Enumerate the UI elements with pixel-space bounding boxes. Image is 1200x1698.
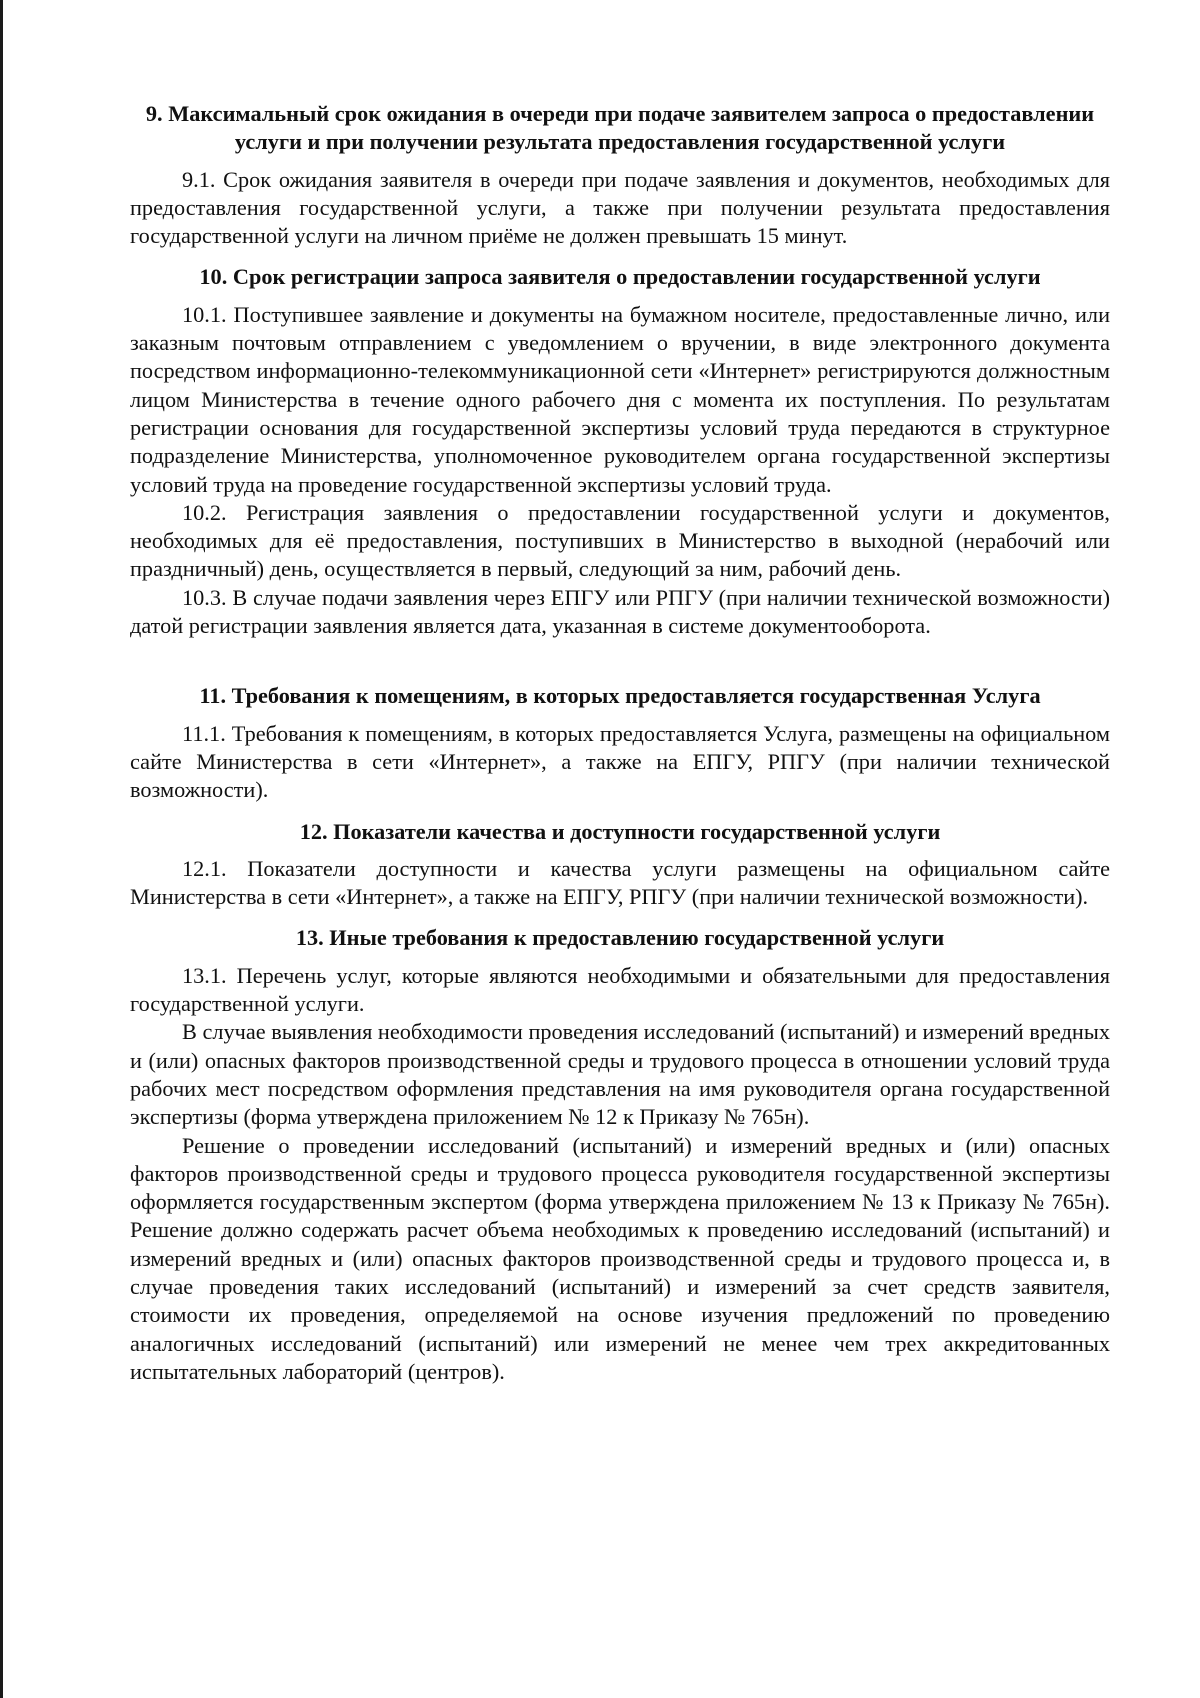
section-12-heading: 12. Показатели качества и доступности государственной услуги — [299, 818, 941, 844]
paragraph-13-1: 13.1. Перечень услуг, которые являются необходимыми и обязательными для предоставления государственной услуги. — [130, 962, 1110, 1017]
paragraph-10-3: 10.3. В случае подачи заявления через ЕПГУ или РПГУ (при наличии технической возможности) датой регистрации заявления является дата, указанная в системе документооборота. — [130, 584, 1110, 639]
paragraph-10-2: 10.2. Регистрация заявления о предоставлении государственной услуги и документов, необходимых для её предоставления, поступивших в Министерство в выходной (нерабочий или праздничный) день, осуществляется в первый, следующий за ним, рабочий день. — [130, 499, 1110, 582]
paragraph-9-1: 9.1. Срок ожидания заявителя в очереди при подаче заявления и документов, необходимых для предоставления государственной услуги, а также при получении результата предоставления государственной услуги на личном приёме не должен превышать 15 минут. — [130, 166, 1110, 249]
paragraph-12-1: 12.1. Показатели доступности и качества услуги размещены на официальном сайте Министерства в сети «Интернет», а также на ЕПГУ, РПГУ (при наличии технической возможности). — [130, 855, 1110, 910]
paragraph-11-1: 11.1. Требования к помещениям, в которых предоставляется Услуга, размещены на официальном сайте Министерства в сети «Интернет», а также на ЕПГУ, РПГУ (при наличии технической возможности). — [130, 720, 1110, 803]
section-13-heading: 13. Иные требования к предоставлению государственной услуги — [295, 925, 945, 951]
scan-edge-line — [0, 0, 3, 1698]
paragraph-13-2: В случае выявления необходимости проведения исследований (испытаний) и измерений вредных и (или) опасных факторов производственной среды и трудового процесса в отношении условий труда рабочих мест посредством оформления представления на имя руководителя органа государственной экспертизы (форма утверждена приложением № 12 к Приказу № 765н). — [130, 1019, 1110, 1130]
paragraph-10-1: 10.1. Поступившее заявление и документы на бумажном носителе, предоставленные лично, или заказным почтовым отправлением с уведомлением о вручении, в виде электронного документа посредством информационно-телекоммуникационной сети «Интернет» регистрируются должностным лицом Министерства в течение одного рабочего дня с момента их поступления. По результатам регистрации основания для государственной экспертизы условий труда передаются в структурное подразделение Министерства, уполномоченное руководителем органа государственной экспертизы условий труда на проведение государственной экспертизы условий труда. — [130, 301, 1110, 497]
section-11-heading: 11. Требования к помещениям, в которых предоставляется государственная Услуга — [199, 683, 1041, 709]
section-10-heading: 10. Срок регистрации запроса заявителя о предоставлении государственной услуги — [199, 264, 1041, 290]
section-9-heading: 9. Максимальный срок ожидания в очереди при подаче заявителем запроса о предоставлении услуги и при получении результата предоставления государственной услуги — [145, 101, 1095, 155]
paragraph-13-3: Решение о проведении исследований (испытаний) и измерений вредных и (или) опасных факторов производственной среды и трудового процесса руководителя государственной экспертизы оформляется государственным экспертом (форма утверждена приложением № 13 к Приказу № 765н). Решение должно содержать расчет объема необходимых к проведению исследований (испытаний) и измерений вредных и (или) опасных факторов производственной среды и трудового процесса и, в случае проведения таких исследований (испытаний) и измерений за счет средств заявителя, стоимости их проведения, определяемой на основе изучения предложений по проведению аналогичных исследований (испытаний) или измерений не менее чем трех аккредитованных испытательных лабораторий (центров). — [130, 1132, 1110, 1384]
document-page — [130, 100, 1110, 1386]
